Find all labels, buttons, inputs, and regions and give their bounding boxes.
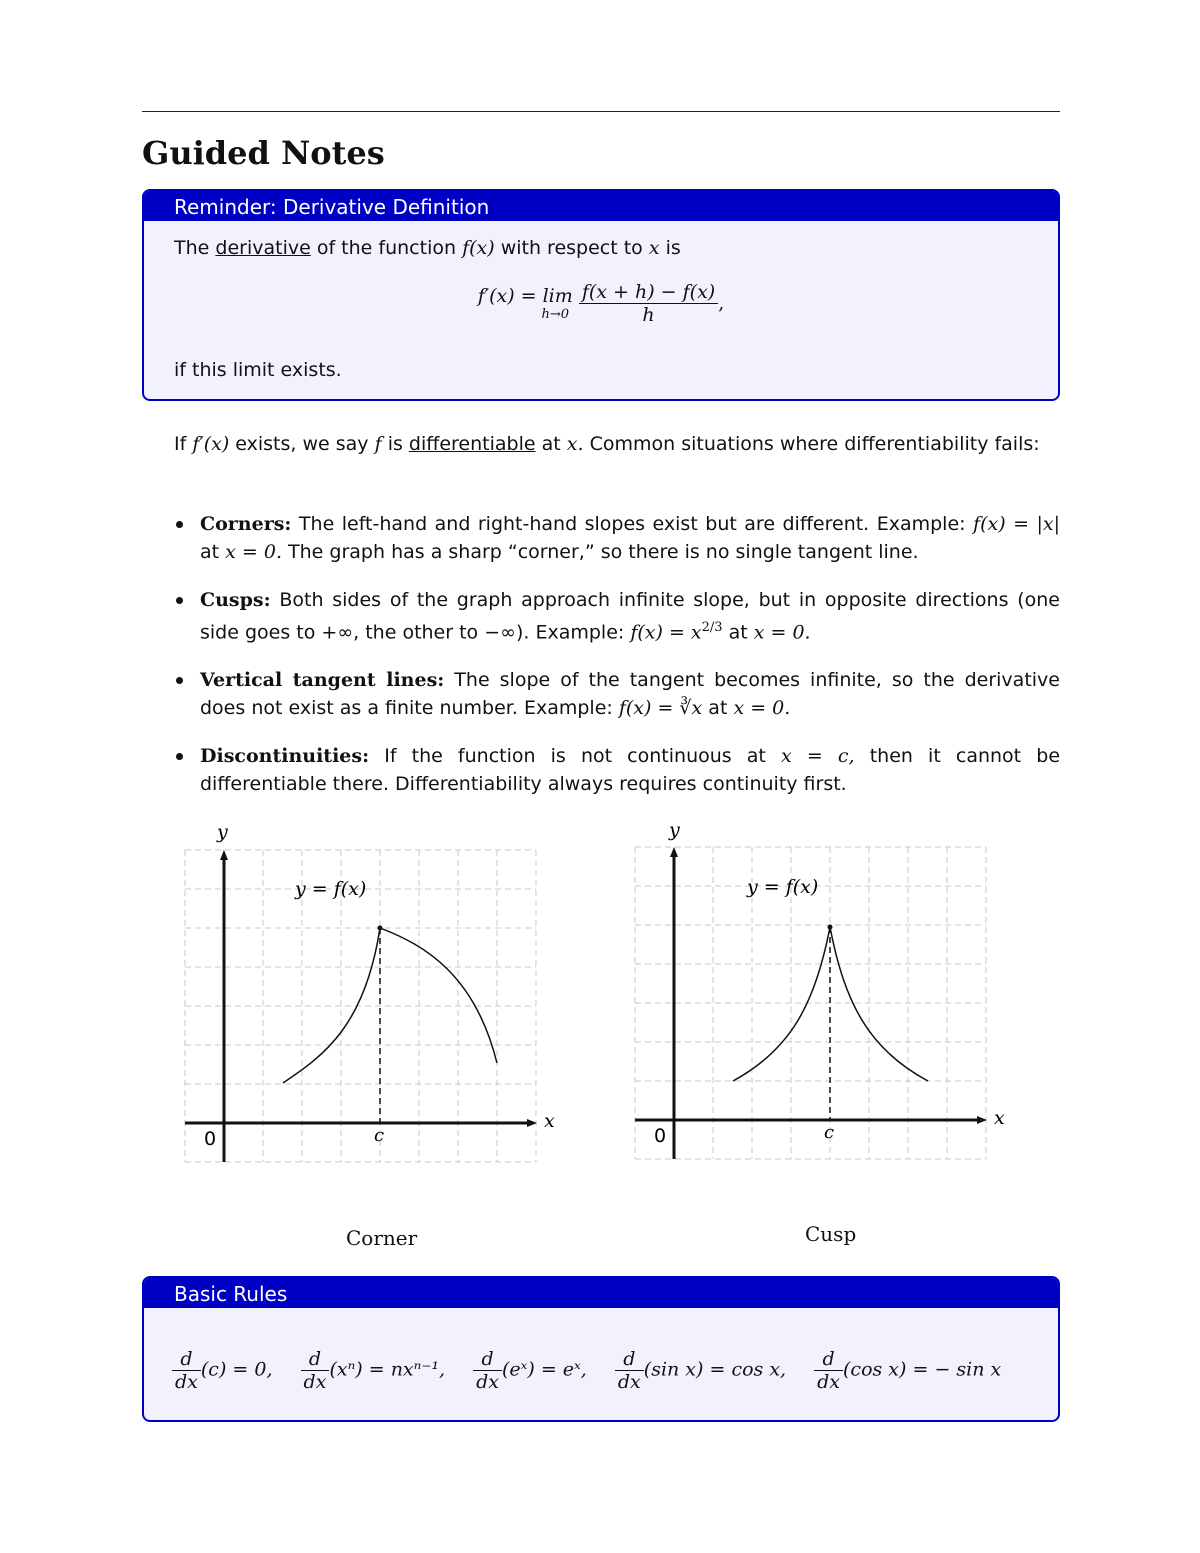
y-axis-label: y	[217, 821, 228, 843]
cusp-graph	[625, 815, 1025, 1175]
x-axis-label: x	[544, 1110, 555, 1132]
reminder-box	[142, 189, 1060, 401]
origin-label: 0	[204, 1128, 217, 1150]
top-rule	[142, 111, 1060, 112]
reminder-box-body	[144, 237, 1058, 381]
curve-label: y = f(x)	[747, 876, 819, 898]
definition-intro: The derivative of the function f(x) with respect to x is	[174, 237, 681, 259]
list-item: Corners: The left-hand and right-hand slopes exist but are different. Example: f(x) = |x| at x = 0. The graph has a sharp “corner,” so there is no single tangent line.	[142, 510, 1060, 566]
rule-item: $\frac{d}{dx}$ (eˣ) = eˣ,	[473, 1348, 587, 1393]
failure-cases-list	[142, 510, 1060, 818]
cusp-caption: Cusp	[805, 1222, 857, 1246]
rule-item: $\frac{d}{dx}$ (c) = 0,	[172, 1348, 273, 1393]
rule-item: $\frac{d}{dx}$ (sin x) = cos x,	[615, 1348, 786, 1393]
origin-label: 0	[654, 1125, 667, 1147]
y-axis-label: y	[669, 819, 680, 841]
differentiability-paragraph: If f′(x) exists, we say f is differentiable at x. Common situations where differentiability fails:	[174, 433, 1040, 455]
list-item: Vertical tangent lines: The slope of the tangent becomes infinite, so the derivative does not exist as a finite number. Example: f(x) = ∛x at x = 0.	[142, 666, 1060, 722]
rules-box	[142, 1276, 1060, 1422]
x-axis-label: x	[994, 1107, 1005, 1129]
curve-label: y = f(x)	[295, 878, 367, 900]
rule-item: $\frac{d}{dx}$ (cos x) = − sin x	[814, 1348, 1001, 1393]
differentiable-term: differentiable	[408, 433, 536, 455]
rule-item: $\frac{d}{dx}$ (xⁿ) = nxⁿ⁻¹,	[301, 1348, 445, 1393]
c-label: c	[374, 1125, 385, 1146]
reminder-box-header: Reminder: Derivative Definition	[144, 191, 1058, 221]
list-item: Cusps: Both sides of the graph approach infinite slope, but in opposite directions (one side goes to +∞, the other to −∞). Example: $f(x) = x^{2/3}$ at x = 0.	[142, 586, 1060, 646]
corner-graph	[175, 815, 575, 1175]
list-item: Discontinuities: If the function is not continuous at x = c, then it cannot be differentiable there. Differentiability always requires continuity first.	[142, 742, 1060, 798]
page-title: Guided Notes	[142, 134, 385, 172]
y-axis-arrow	[670, 847, 678, 857]
rules-row	[172, 1348, 1001, 1393]
definition-closing: if this limit exists.	[174, 359, 342, 381]
corner-caption: Corner	[346, 1226, 418, 1250]
derivative-formula: f′(x) = lim h→0 $\frac{f(x + h) - f(x)}{h}$ ,	[477, 281, 725, 326]
y-axis-arrow	[220, 850, 228, 860]
c-label: c	[824, 1122, 835, 1143]
derivative-term: derivative	[215, 237, 311, 259]
rules-box-header: Basic Rules	[144, 1278, 1058, 1308]
